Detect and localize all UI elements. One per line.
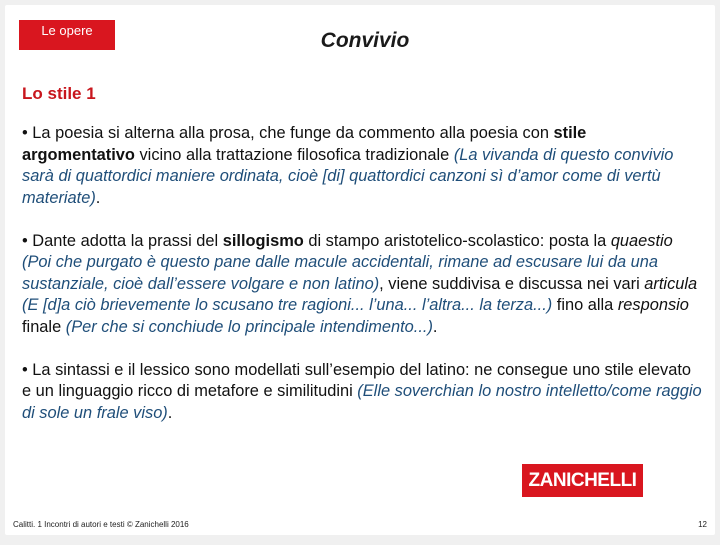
bullet-paragraph-1 <box>22 123 702 209</box>
footer-credit: Calitti. 1 Incontri di autori e testi © Zanichelli 2016 <box>13 520 189 529</box>
latin-term: quaestio <box>610 231 673 250</box>
text-run: , viene suddivisa e discussa nei vari <box>379 274 645 293</box>
quotation: (La vivanda di questo convivio sarà di quattordici maniere ordinata, cioè [di] quattordici canzoni sì d’amor come di vertù materiate) <box>22 145 674 207</box>
quotation: (Elle soverchian lo nostro intelletto/come raggio di sole un frale viso) <box>22 382 702 422</box>
text-run: . <box>432 317 438 336</box>
text-run: . <box>167 403 173 422</box>
bullet-paragraph-3 <box>22 360 702 425</box>
latin-term: responsio <box>617 296 689 314</box>
zanichelli-logo: ZANICHELLI <box>522 464 643 497</box>
bold-term: sillogismo <box>222 231 304 250</box>
quotation: (E [d]a ciò brievemente lo scusano tre ragioni... l’una... l’altra... la terza...) <box>22 296 553 314</box>
quotation: (Poi che purgato è questo pane dalle macule accidentali, rimane ad escusare lui da una sustanziale, cioè dall’essere volgare e non latino) <box>22 253 658 293</box>
text-run: fino alla <box>552 296 618 314</box>
bullet-marker: • <box>22 124 28 142</box>
text-run: finale <box>22 317 66 336</box>
bullet-marker: • <box>22 360 28 379</box>
bullet-paragraph-2 <box>22 231 702 339</box>
text-run: vicino alla trattazione filosofica tradizionale <box>134 145 454 164</box>
text-run: di stampo aristotelico-scolastico: posta la <box>303 231 611 250</box>
text-run: Dante adotta la prassi del <box>27 231 223 250</box>
quotation: (Per che si conchiude lo principale intendimento...) <box>65 317 433 336</box>
bullet-marker: • <box>22 231 28 250</box>
slide-title: Convivio <box>320 29 410 52</box>
page-number: 12 <box>698 520 707 529</box>
bold-term: stile argomentativo <box>22 124 587 164</box>
text-run: . <box>95 188 101 207</box>
slide-body <box>22 123 702 446</box>
section-tag: Le opere <box>19 20 115 50</box>
text-run: La sintassi e il lessico sono modellati sull’esempio del latino: ne consegue uno stile elevato e un linguaggio ricco di metafore e similitudini <box>22 360 692 400</box>
slide-subtitle: Lo stile 1 <box>22 84 96 103</box>
text-run: La poesia si alterna alla prosa, che funge da commento alla poesia con <box>27 124 554 142</box>
latin-term: articula <box>644 274 698 293</box>
slide <box>5 5 715 535</box>
